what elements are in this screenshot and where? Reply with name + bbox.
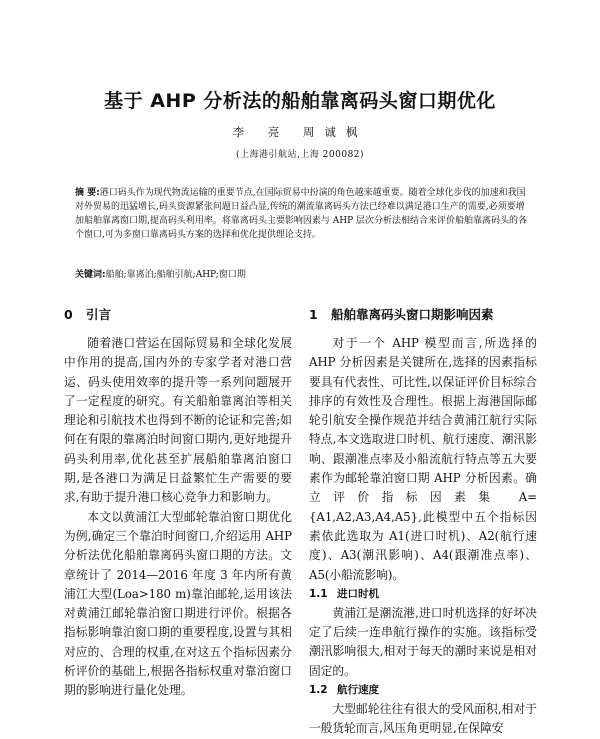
section-title: 船舶靠离码头窗口期影响因素	[331, 307, 494, 322]
subsection-paragraph-speed: 大型邮轮往往有很大的受风面积,相对于一般货轮而言,风压角更明显,在保障安	[309, 702, 537, 736]
subsection-heading-entry-timing	[309, 585, 537, 604]
abstract-label: 摘 要:	[75, 188, 100, 198]
subsection-number: 1.2	[309, 684, 328, 697]
section-title: 引言	[86, 307, 112, 322]
factors-paragraph-1: 对于一个 AHP 模型而言,所选择的 AHP 分析因素是关键所在,选择的因素指标要具有代表性、可比性,以保证评价目标综合排序的有效性及合理性。根据上海港国际邮轮引航安全操作规范并结合黄浦江航行实际特点,本文选取进口时机、航行速度、潮汛影响、跟潮准点率及小船流航行特点等五大要素作为邮轮靠泊窗口期 AHP 分析因素。确立评价指标因素集 A={A1,A2,A3,A4,A5},此模型中五个指标因素依此选取为 A1(进口时机)、A2(航行速度)、A3(潮汛影响)、A4(跟潮准点率)、A5(小船流影响)。	[309, 336, 537, 582]
section-number: 0	[64, 307, 73, 322]
subsection-paragraph-entry-timing: 黄浦江是潮流港,进口时机选择的好坏决定了后续一连串航行操作的实施。该指标受潮汛影响很大,相对于每天的潮时来说是相对固定的。	[309, 605, 537, 678]
subsection-title: 航行速度	[337, 684, 379, 697]
authors: 李 亮 周诚枫	[232, 125, 368, 139]
affiliation: (上海港引航站,上海 200082)	[235, 150, 365, 160]
intro-paragraph-1: 随着港口营运在国际贸易和全球化发展中作用的提高,国内外的专家学者对港口营运、码头使用效率的提升等一系列问题展开了一定程度的研究。有关船舶靠离泊等相关理论和引航技术也得到不断的论证和完善;如何在有限的靠离泊时间窗口期内,更好地提升码头利用率,优化甚至扩展船舶靠离泊窗口期,是各港口为满足日益繁忙生产需要的要求,有助于提升港口核心竞争力和影响力。	[64, 336, 292, 505]
subsection-title: 进口时机	[337, 587, 379, 600]
right-column	[309, 306, 537, 739]
keywords-text: 船舶;靠离泊;船舶引航;AHP;窗口期	[105, 270, 246, 280]
left-column	[64, 306, 292, 701]
section-number: 1	[309, 307, 318, 322]
subsection-heading-speed	[309, 681, 537, 700]
subsection-number: 1.1	[309, 587, 328, 600]
section-heading-intro	[64, 306, 292, 324]
section-heading-factors	[309, 306, 537, 324]
keywords-label: 关键词:	[75, 270, 106, 280]
intro-paragraph-2: 本文以黄浦江大型邮轮靠泊窗口期优化为例,确定三个靠泊时间窗口,介绍运用 AHP 分析法优化船舶靠离码头窗口期的方法。文章统计了 2014—2016 年度 3 年内所有黄浦江大型(Loa>180 m)靠泊邮轮,运用该法对黄浦江邮轮靠泊窗口期进行评价。根据各指标影响靠泊窗口期的重要程度,设置与其相对应的、合理的权重,在对这五个指标因素分析评价的基础上,根据各指标权重对靠泊窗口期的影响进行量化处理。	[64, 509, 292, 698]
abstract-text: 港口码头作为现代物流运输的重要节点,在国际贸易中扮演的角色越来越重要。随着全球化步伐的加速和我国对外贸易的迅猛增长,码头资源紧张问题日益凸显,传统的潮流靠离码头方法已经难以满足港口生产的需要,必须要增加船舶靠离窗口期,提高码头利用率。将靠离码头主要影响因素与 AHP 层次分析法相结合来评价船舶靠离码头的各个窗口,可为多窗口靠离码头方案的选择和优化提供理论支持。	[75, 188, 527, 240]
keywords	[75, 269, 527, 282]
abstract	[75, 187, 527, 243]
paper-title: 基于 AHP 分析法的船舶靠离码头窗口期优化	[104, 90, 496, 112]
